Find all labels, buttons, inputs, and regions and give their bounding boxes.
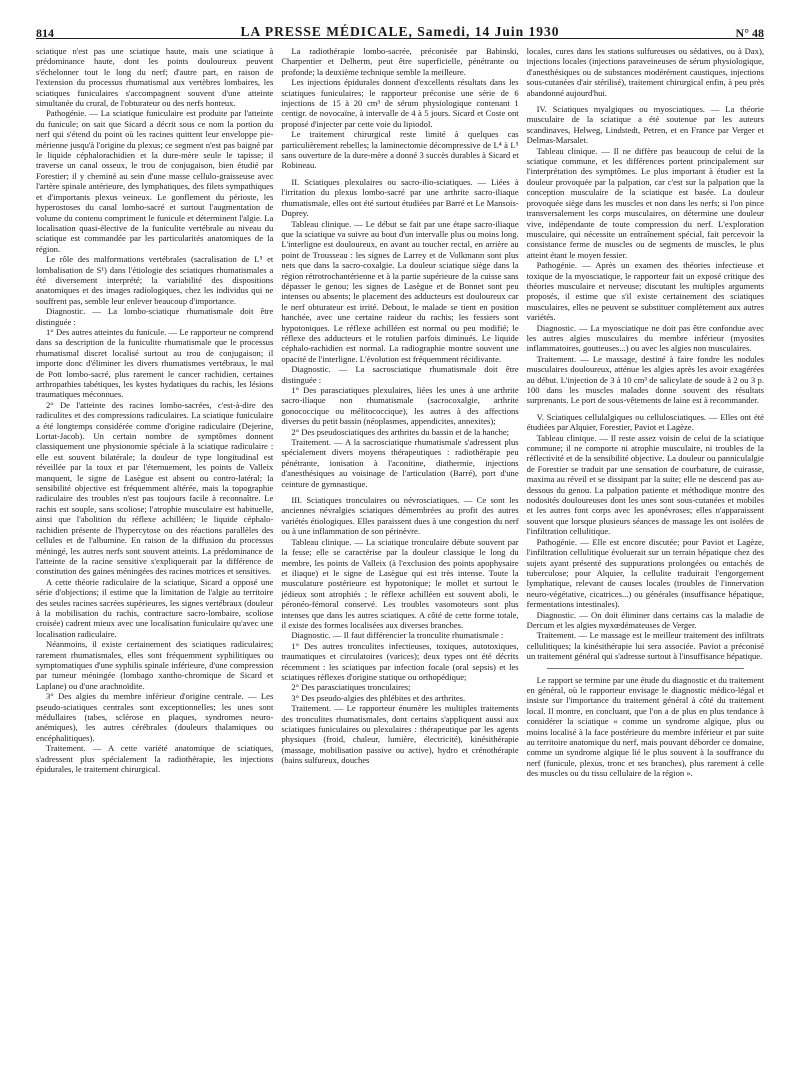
- paragraph: Pathogénie. — Après un examen des théories infectieuse et toxique de la myosciatique, le rapporteur fait un exposé critique des théories musculaire et nerveuse; discutant les multiples arguments proposés, il estime que s'il existe certainement des sciatiques musculaires, elles ne peuvent se substituer complètement aux autres variétés.: [526, 260, 764, 323]
- paragraph: A cette théorie radiculaire de la sciatique, Sicard a opposé une série d'objections; il estime que la limitation de l'algie au territoire des seules racines sacrées supérieures, les signes vertébraux (douleur à la mobilisation du rachis, contracture sacro-lombaire, scoliose croisée) cadrent mieux avec une localisation funiculaire qu'avec une localisation radiculaire.: [36, 576, 274, 639]
- paragraph: Le rôle des malformations vertébrales (sacralisation de L⁵ et lombalisation de S¹) dans l'étiologie des sciatiques rhumatismales a été diversement interprété; la variabilité des dispositions anatomiques et des images radiologiques, chez les individus qui ne souffrent pas, semble leur enlever beaucoup d'importance.: [36, 254, 274, 306]
- paragraph: Traitement. — A cette variété anatomique de sciatiques, s'adressent plus spécialement la radiothérapie, les injections épidurales, le traitement chirurgical.: [36, 743, 274, 775]
- section-heading-paragraph: V. Sciatiques cellulalgiques ou cellulosciatiques. — Elles ont été étudiées par Alquier, Forestier, Paviot et Lagèze.: [526, 411, 764, 433]
- article-columns: [36, 46, 764, 1070]
- paragraph: Diagnostic. — On doit éliminer dans certains cas la maladie de Dercum et les algies myxœdémateuses de Verger.: [526, 609, 764, 630]
- paragraph: Traitement. — A la sacrosciatique rhumatismale s'adressent plus spécialement divers moyens thérapeutiques : radiothérapie peu pénétrante, ionisation à l'aconitine, diathermie, injections d'anesthésiques au voisinage de l'articulation (Barré), port d'une ceinture de gymnastique.: [281, 437, 519, 489]
- page-header: [36, 4, 764, 39]
- section-heading-paragraph: II. Sciatiques plexulaires ou sacro-ilio-sciatiques. — Liées à l'irritation du plexus lombo-sacré par une arthrite sacro-iliaque rhumatismale, elles ont été surtout étudiées par Barré et Le Mansois-Duprey.: [281, 176, 519, 219]
- column-left: [36, 46, 273, 1070]
- paragraph: Pathogénie. — Elle est encore discutée; pour Paviot et Lagèze, l'infiltration cellulitique évoluerait sur un terrain hépatique chez des sujets ayant présenté des suppurations prolongées ou entachés de tuberculose; pour Alquier, la cellulite traduirait l'engorgement lymphatique, relevant de causes locales (troubles de l'innervation neuro-végétative, cicatrices...) ou générales (insuffisance hépatique, fermentations intestinales).: [526, 536, 764, 610]
- section-heading-paragraph: IV. Sciatiques myalgiques ou myosciatiques. — La théorie musculaire de la sciatique a été soutenue par les auteurs scandinaves, Helweg, Lindstedt, Petren, et en France par Verger et Delmas-Marsalet.: [526, 104, 764, 146]
- paragraph: 1° Des parasciatiques plexulaires, liées les unes à une arthrite sacro-iliaque non rhumatismale (sacrocoxalgie, arthrite gonococcique ou mélitococcique), les autres à des affections diverses du petit bassin (néoplasmes, appendicites, annexites);: [281, 385, 519, 427]
- paragraph: Tableau clinique. — Il ne diffère pas beaucoup de celui de la sciatique commune, et les différences portent principalement sur l'interprétation des symptômes. Le plus important à étudier est la douleur provoquée par la palpation, car c'est sur la palpation que la conception musculaire de la sciatique est basée. La douleur provoquée siège dans les muscles et non dans les nerfs; si l'on pince transversalement les corps musculaires, on détermine une douleur vive, indépendante de toute compression du nerf. L'exploration musculaire, qui nécessite un entraînement spécial, fait percevoir la consistance ferme de muscles ou de segments de muscles, le plus atteint étant le moyen fessier.: [526, 145, 764, 260]
- paragraph: Pathogénie. — La sciatique funiculaire est produite par l'atteinte du funicule; on sait que Sicard a décrit sous ce nom la portion du nerf qui s'étend du point où les racines quittent leur enveloppe pie-mérienne jusqu'à l'origine du plexus; ce segment n'est pas baigné par le liquide céphalorachidien et la dure-mère seule le tapisse; il traverse un canal osseux, le trou de conjugaison, bien étudié par Forestier; il y cheminé au sein d'une masse cellulo-graisseuse avec l'artère spinale antérieure, des lymphatiques, des filets sympathiques et d'importants plexus veineux. Le gonflement du périoste, les hyperostoses du canal lombo-sacré et surtout l'augmentation de volume du contenu compriment le funicule et déterminent l'algie. La localisation quasi-élective de la funiculite vertébrale au niveau du sciatique est commandée par les particularités anatomiques de la région.: [36, 108, 274, 254]
- paragraph: Diagnostic. — La sacrosciatique rhumatismale doit être distinguée :: [281, 364, 519, 385]
- paragraph: 1° Des autres tronculites infectieuses, toxiques, autotoxiques, traumatiques et circulatoires (varices); deux types ont été décrits récemment : les sciatiques par infection focale (oral sepsis) et les sciatiques réflexes d'origine statique ou orthopédique;: [281, 640, 519, 682]
- paragraph: Tableau clinique. — Le début se fait par une étape sacro-iliaque que la sciatique va suivre au bout d'un intervalle plus ou moins long. L'interligne est douloureux, en avant au toucher rectal, en arrière au point de Trousseau : les signes de Larrey et de Volkmann sont plus nets que dans la sacro-coxalgie. La douleur sciatique siège dans la région rétrotrochantérienne et à la partie supérieure de la cuisse sans dépasser le genou; les signes de Lasègue et de Bonnet sont peu intenses ou absents; le placement des adducteurs est douloureux car le nerf obturateur est irrité. Debout, le malade se tient en position hanchée, avec une certaine raideur du rachis; les fessiers sont hypotoniques. Le réflexe achilléen est normal ou peu modifié; le réflexe des adducteurs et le rotulien parfois diminués. Le liquide céphalo-rachidien est normal. La radiographie montre souvent une opacité de l'interligne. L'évolution est fréquemment récidivante.: [281, 218, 519, 364]
- paragraph: Traitement. — Le massage est le meilleur traitement des infiltrats cellulitiques; la kinésithérapie lui sera associée. Paviot a préconisé un traitement général qui s'adresse surtout à l'insuffisance hépatique.: [526, 630, 764, 662]
- paragraph: 1° Des autres atteintes du funicule. — Le rapporteur ne comprend dans sa description de la funiculite rhumatismale que le processus rhumatismal discret localisé surtout au trou de conjugaison; il importe donc d'éliminer les divers rhumatismes vertébraux, le mal de Pott lombo-sacré, plus rarement le cancer rachidien, certaines arthropathies tabétiques, les kystes hydatiques du rachis, les lésions traumatiques méconnues.: [36, 326, 274, 400]
- page-number: 814: [36, 26, 54, 40]
- column-middle: [281, 46, 518, 1070]
- issue-number: N° 48: [735, 26, 764, 40]
- paragraph: sciatique n'est pas une sciatique haute, mais une sciatique à prédominance haute, dont les points douloureux peuvent s'échelonner tout le long du nerf; d'autre part, en raison de l'extension du processus rhumatismal aux vertèbres lombaires, les sciatiques funiculaires s'accompagnent souvent d'une atteinte simultanée du crural, de l'obturateur ou des nerfs honteux.: [36, 46, 274, 109]
- paragraph: 2° Des parasciatiques tronculaires;: [291, 682, 411, 693]
- paragraph: Traitement. — Le rapporteur énumère les multiples traitements des tronculites rhumatismales, dont certains s'appliquent aussi aux sciatiques funiculaires ou plexulaires : thérapeutique par les agents physiques (froid, chaleur, lumière, électricité), kinésithérapie (massage, mobilisation passive ou active), hydro et crénothérapie (bains sulfureux, douches: [281, 703, 519, 766]
- paragraph: locales, cures dans les stations sulfureuses ou sédatives, ou à Dax), injections locales (injections paraveineuses de sérum physiologique, d'anesthésiques ou de substances modérément caustiques, injections sous-cutanées d'air stérilisé), traitement chirurgical enfin, à peu près abandonné aujourd'hui.: [526, 46, 764, 98]
- paragraph: Le traitement chirurgical reste limité à quelques cas particulièrement rebelles; la laminectomie décompressive de L⁴ à L⁵ sans ouverture de la dure-mère a donné 3 succès durables à Sicard et Robineau.: [281, 129, 519, 171]
- journal-title: LA PRESSE MÉDICALE, Samedi, 14 Juin 1930: [240, 24, 560, 39]
- divider: [547, 668, 744, 669]
- conclusion-paragraph: Le rapport se termine par une étude du diagnostic et du traitement en général, où le rapporteur envisage le diagnostic médico-légal et insiste sur l'importance du traitement général à côté du traitement local. Il montre, en concluant, que l'on a de plus en plus tendance à considérer la sciatique « comme un syndrome algique, plus ou moins localisé à la face postérieure du membre inférieur et par suite au territoire anatomique du nerf, mais pouvant déborder ce domaine, comme un syndrome algique lié le plus souvent à la souffrance du nerf (funicule, plexus, tronc et ses branches), plus rarement à celle des muscles ou du tissu cellulaire de la région ».: [526, 674, 764, 779]
- paragraph: Traitement. — Le massage, destiné à faire fondre les nodules musculaires douloureux, atténue les algies après les avoir exagérées au début. L'injection de 3 à 10 cm³ de salicylate de soude à 2 ou 3 p. 100 dans les muscles malades donne souvent des résultats surprenants. Le port de sous-vêtements de laine est à recommander.: [526, 353, 764, 406]
- paragraph: Les injections épidurales donnent d'excellents résultats dans les sciatiques funiculaires; le rapporteur préconise une série de 6 injections de 15 à 20 cm³ de sérum physiologique contenant 1 centigr. de novocaïne, à intervalle de 4 à 5 jours. Sicard et Coste ont proposé d'injecter par cette voie du lipiodol.: [281, 77, 519, 129]
- paragraph: Néanmoins, il existe certainement des sciatiques radiculaires; rarement rhumatismales, elles sont fréquemment syphilitiques ou symptomatiques d'une syphilis spinale inférieure, d'une compression par tumeur méningée (lombago xantho-chromique de Sicard et Laplane) ou d'une arachnoïdite.: [36, 639, 274, 691]
- paragraph: 2° De l'atteinte des racines lombo-sacrées, c'est-à-dire des radiculites et des compressions radiculaires. La sciatique funiculaire a été longtemps considérée comme d'origine radiculaire (Dejerine, Lortat-Jacob). Un certain nombre de symptômes donnent classiquement une physionomie spéciale à la sciatique radiculaire : elle est souvent bilatérale; la douleur de type longitudinal est réveillée par la toux et par l'éternuement, les points de Valleix manquent, le signe de Lasègue est absent ou contro-latéral; la sensibilité objective est fréquemment altérée, mais la topographie radiculaire des troubles n'est pas toujours facile à reconnaître. Le rachis est souple, sans scoliose; l'atrophie musculaire est habituelle, ainsi que l'abolition du réflexe achilléen; le liquide céphalo-rachidien présente de l'hypercytose ou des réactions parallèles des cellules et de l'albumine. En raison de la diffusion du processus méningé, les autres nerfs sont souvent atteints. La prédominance de l'atteinte de la racine sensitive s'expliquerait par la différence de constitution des gaines méningées des racines motrices et sensitives.: [36, 399, 274, 577]
- paragraph: 3° Des pseudo-algies des phlébites et des arthrites.: [291, 692, 466, 703]
- paragraph: 2° Des pseudosciatiques des arthrites du bassin et de la hanche;: [291, 426, 510, 437]
- paragraph: Tableau clinique. — La sciatique tronculaire débute souvent par la fesse; elle se caractérise par la douleur classique le long du membre, les points de Valleix (à l'exclusion des points apophysaire et iliaque) et le signe de Lasègue qui est très intense. Toute la musculature postérieure est hypotonique; le mollet et surtout le jédieux sont atrophiés ; le réflexe achilléen est souvent aboli, le péronéo-fémoral conservé. Les troubles vasomoteurs sont plus intenses que dans les autres sciatiques. A côté de cette forme totale, il existe des formes localisées aux diverses branches.: [281, 536, 519, 630]
- paragraph: 3° Des algies du membre inférieur d'origine centrale. — Les pseudo-sciatiques centrales sont exceptionnelles; les unes sont médullaires (tabes, sclérose en plaques, syndromes neuro-anémiques), les autres cérébrales (douleurs thalamiques ou encéphalitiques).: [36, 691, 274, 743]
- paragraph: Tableau clinique. — Il reste assez voisin de celui de la sciatique commune; il ne comporte ni atrophie musculaire, ni troubles de la réflectivité et de la sensibilité objective. La douleur ou panniculalgie de Forestier se traduit par une sensation de courbature, de cuirasse, maxima au réveil et se dissipant par la suite; elle ne descend pas au-dessous du genou. La palpation patiente et méthodique montre des nodosités douloureuses dont les unes sont sous-cutanées et mobiles et les autres font corps avec les aponévroses; elles n'apparaissent souvent que lorsque plusieurs séances de massage les ont isolées de l'infiltration cellulitique.: [526, 432, 764, 537]
- column-right: [527, 46, 764, 1070]
- section-heading-paragraph: III. Sciatiques tronculaires ou névrosciatiques. — Ce sont les anciennes névralgies sciatiques démembrées au profit des autres variétés étiologiques. Elles paraissent dues à une congestion du nerf ou à une inflammation de son périnèvre.: [281, 495, 519, 537]
- paragraph: Diagnostic. — Il faut différencier la tronculite rhumatismale :: [291, 630, 504, 641]
- paragraph: Diagnostic. — La myosciatique ne doit pas être confondue avec les autres algies musculaires du membre inférieur (myosites inflammatoires, goutteuses...) ou avec les algies non musculaires.: [526, 322, 764, 354]
- paragraph: La radiothérapie lombo-sacrée, préconisée par Babinski, Charpentier et Delherm, peut être superficielle, pénétrante ou profonde; la deuxième technique semble la meilleure.: [281, 46, 519, 77]
- paragraph: Diagnostic. — La lombo-sciatique rhumatismale doit être distinguée :: [36, 306, 274, 327]
